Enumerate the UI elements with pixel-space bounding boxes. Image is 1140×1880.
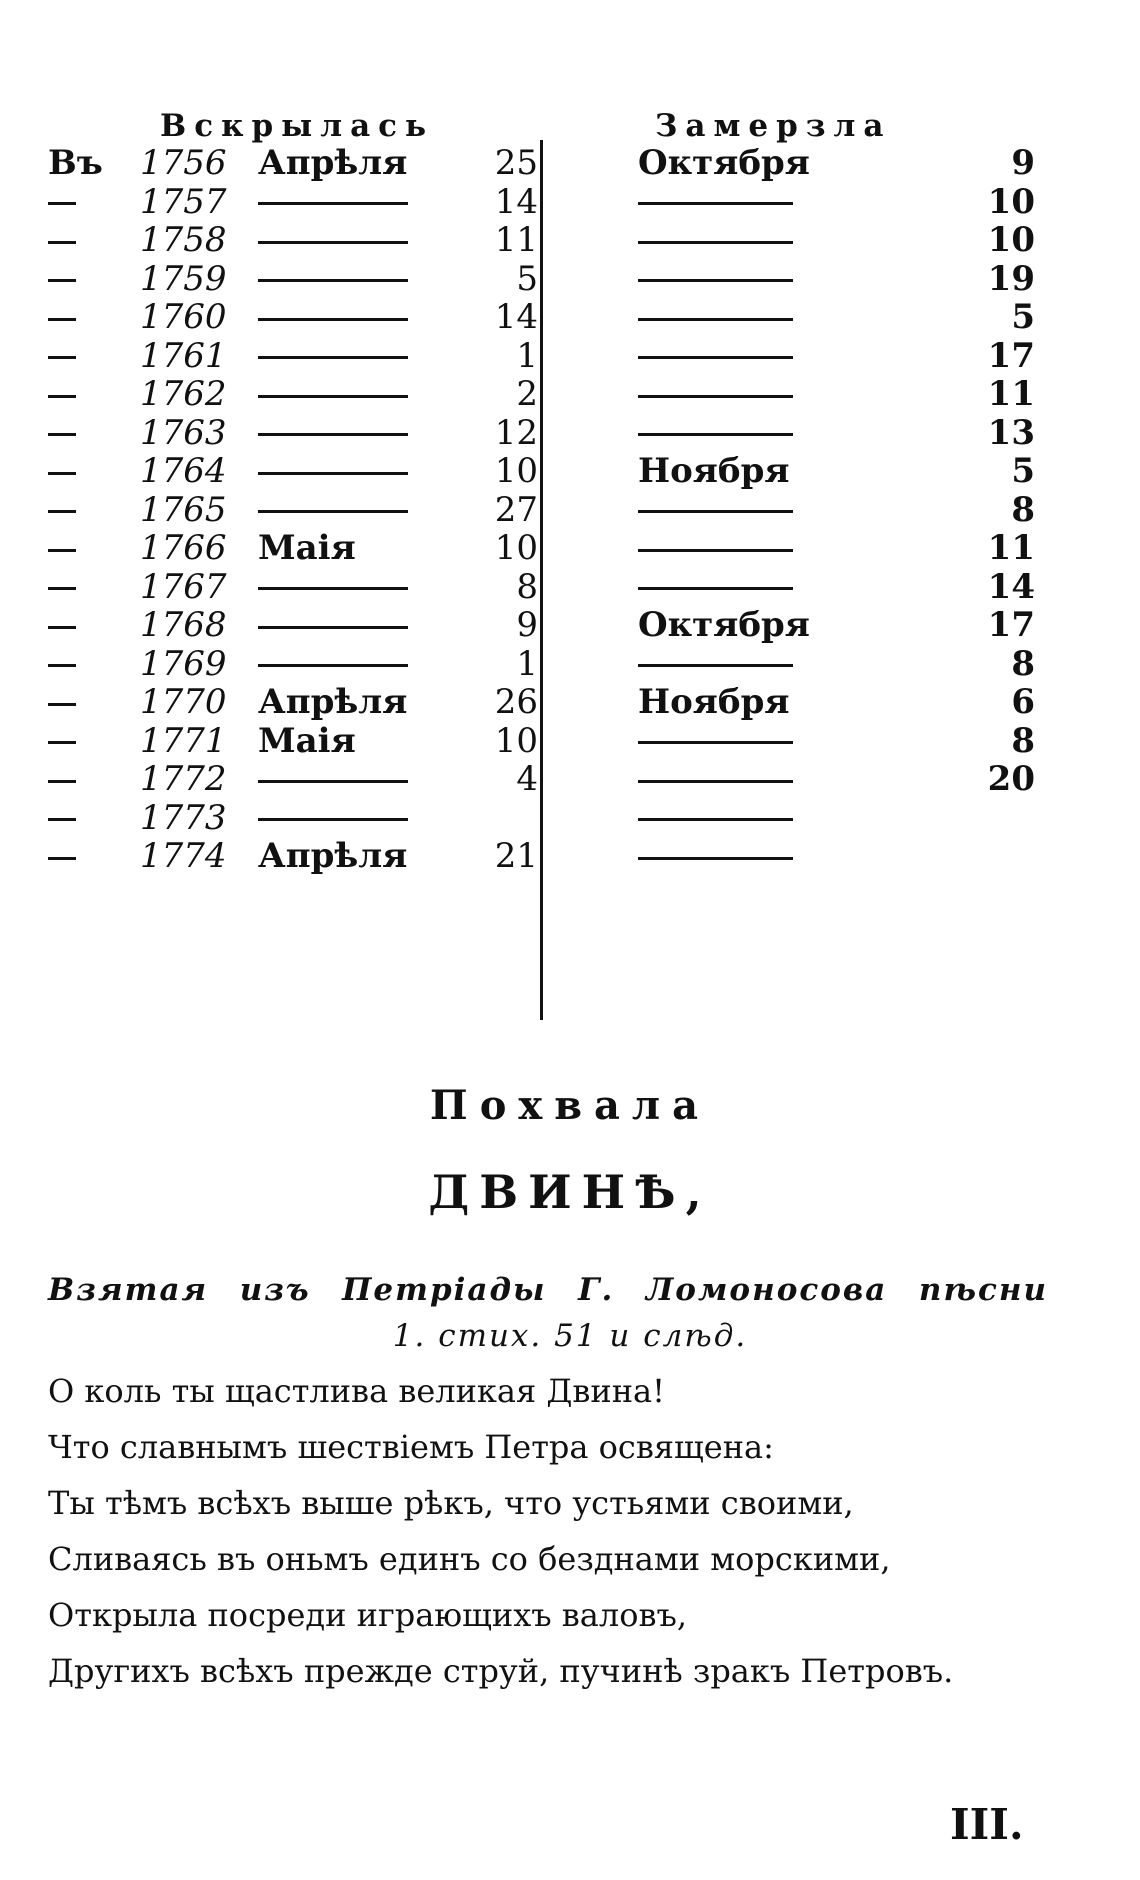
poem-line: Сливаясь въ оньмъ единъ со безднами морскими, <box>48 1540 891 1578</box>
header-opened: Вскрылась <box>160 108 435 144</box>
row-year: 1757 <box>140 181 227 222</box>
row-open-day: 1 <box>516 335 538 376</box>
ditto-dash <box>48 472 76 475</box>
ditto-dash <box>48 587 76 590</box>
row-open-day: 26 <box>494 682 538 722</box>
ditto-dash <box>258 472 408 475</box>
ditto-dash <box>258 395 408 398</box>
row-open-day: 4 <box>516 759 538 799</box>
row-year: 1760 <box>140 297 227 337</box>
ditto-dash <box>258 626 408 629</box>
row-open-day: 9 <box>516 605 538 645</box>
ditto-dash <box>638 818 793 821</box>
ditto-dash <box>48 356 76 359</box>
ditto-dash <box>258 818 408 821</box>
row-year: 1770 <box>140 682 227 722</box>
row-open-month: Апрѣля <box>258 836 408 876</box>
ditto-dash <box>638 279 793 282</box>
row-year: 1772 <box>140 759 227 799</box>
row-freeze-day: 11 <box>987 374 1035 414</box>
poem-line: Ты тѣмъ всѣхъ выше рѣкъ, что устьями своими, <box>48 1484 854 1522</box>
ditto-dash <box>258 780 408 783</box>
ditto-dash <box>48 395 76 398</box>
row-freeze-day: 5 <box>1011 451 1035 491</box>
row-open-day: 1 <box>516 643 538 684</box>
ditto-dash <box>258 356 408 359</box>
ditto-dash <box>258 279 408 282</box>
row-prefix: Въ <box>48 143 103 183</box>
row-year: 1771 <box>140 720 227 761</box>
poem-line: Что славнымъ шествіемъ Петра освящена: <box>48 1428 774 1466</box>
row-year: 1763 <box>140 412 227 453</box>
row-freeze-day: 10 <box>987 220 1035 260</box>
row-freeze-day: 17 <box>987 335 1035 376</box>
table-row <box>0 833 1140 879</box>
row-open-day: 11 <box>494 220 538 260</box>
row-open-day: 10 <box>494 720 538 761</box>
ditto-dash <box>48 202 76 205</box>
row-year: 1773 <box>140 797 227 838</box>
ditto-dash <box>258 664 408 667</box>
row-freeze-day: 20 <box>987 759 1035 799</box>
ditto-dash <box>48 741 76 744</box>
row-freeze-day: 14 <box>987 566 1035 607</box>
ditto-dash <box>638 857 793 860</box>
row-year: 1761 <box>140 335 227 376</box>
ditto-dash <box>48 279 76 282</box>
row-open-day: 10 <box>494 528 538 568</box>
row-freeze-day: 9 <box>1011 143 1035 183</box>
row-year: 1768 <box>140 605 227 645</box>
ditto-dash <box>258 510 408 513</box>
row-year: 1774 <box>140 836 227 876</box>
row-open-month: Апрѣля <box>258 682 408 722</box>
ditto-dash <box>48 510 76 513</box>
poem-source-line2: 1. стих. 51 и слѣд. <box>392 1318 748 1354</box>
ditto-dash <box>48 703 76 706</box>
ditto-dash <box>258 241 408 244</box>
ditto-dash <box>638 318 793 321</box>
ditto-dash <box>638 510 793 513</box>
row-freeze-month: Ноября <box>638 451 790 491</box>
row-freeze-day: 5 <box>1011 297 1035 337</box>
row-year: 1762 <box>140 374 227 414</box>
poem-title-praise: Похвала <box>429 1082 711 1129</box>
row-open-day: 12 <box>494 412 538 453</box>
ditto-dash <box>638 741 793 744</box>
ditto-dash <box>638 780 793 783</box>
poem-line: Открыла посреди играющихъ валовъ, <box>48 1596 688 1634</box>
row-open-day: 5 <box>516 258 538 299</box>
row-year: 1758 <box>140 220 227 260</box>
row-freeze-day: 8 <box>1011 489 1035 530</box>
ditto-dash <box>638 587 793 590</box>
page-number: III. <box>950 1800 1024 1849</box>
ditto-dash <box>638 356 793 359</box>
row-freeze-day: 10 <box>987 181 1035 222</box>
ditto-dash <box>48 433 76 436</box>
row-open-day: 21 <box>494 836 538 876</box>
row-year: 1769 <box>140 643 227 684</box>
row-freeze-month <box>638 833 858 879</box>
row-open-day: 8 <box>516 566 538 607</box>
row-freeze-day: 8 <box>1011 643 1035 684</box>
ditto-dash <box>638 395 793 398</box>
ditto-dash <box>48 857 76 860</box>
row-year: 1756 <box>140 143 227 183</box>
row-open-day: 25 <box>494 143 538 183</box>
row-open-month: Маія <box>258 528 356 568</box>
ditto-dash <box>48 780 76 783</box>
ditto-dash <box>638 433 793 436</box>
row-freeze-day: 13 <box>987 412 1035 453</box>
ditto-dash <box>48 241 76 244</box>
poem-source-line1: Взятая изъ Петріады Г. Ломоносова пѣсни <box>48 1272 1048 1308</box>
row-open-day: 27 <box>494 489 538 530</box>
ditto-dash <box>48 664 76 667</box>
ditto-dash <box>638 202 793 205</box>
ditto-dash <box>638 241 793 244</box>
poem-line: О коль ты щастлива великая Двина! <box>48 1372 665 1410</box>
row-freeze-day: 8 <box>1011 720 1035 761</box>
ditto-dash <box>638 549 793 552</box>
row-freeze-day: 6 <box>1011 682 1035 722</box>
ditto-dash <box>48 818 76 821</box>
row-freeze-month: Октября <box>638 605 810 645</box>
ditto-dash <box>258 587 408 590</box>
row-year: 1764 <box>140 451 227 491</box>
row-freeze-month: Октября <box>638 143 810 183</box>
poem-line: Другихъ всѣхъ прежде струй, пучинѣ зракъ Петровъ. <box>48 1652 954 1690</box>
row-year: 1766 <box>140 528 227 568</box>
row-freeze-day: 11 <box>987 528 1035 568</box>
poem-title-dvina: ДВИНѢ, <box>428 1165 712 1219</box>
row-open-day: 10 <box>494 451 538 491</box>
row-open-day: 2 <box>516 374 538 414</box>
row-year: 1765 <box>140 489 227 530</box>
row-freeze-day: 19 <box>987 258 1035 299</box>
header-froze: Замерзла <box>655 108 892 144</box>
ditto-dash <box>258 318 408 321</box>
row-year: 1767 <box>140 566 227 607</box>
row-open-month: Маія <box>258 720 356 761</box>
ditto-dash <box>258 202 408 205</box>
ditto-dash <box>48 549 76 552</box>
row-freeze-month: Ноября <box>638 682 790 722</box>
ditto-dash <box>258 433 408 436</box>
row-year: 1759 <box>140 258 227 299</box>
row-freeze-day: 17 <box>987 605 1035 645</box>
ditto-dash <box>48 318 76 321</box>
row-prefix <box>48 833 118 879</box>
row-open-month: Апрѣля <box>258 143 408 183</box>
row-open-day: 14 <box>494 181 538 222</box>
ditto-dash <box>48 626 76 629</box>
row-open-day: 14 <box>494 297 538 337</box>
ditto-dash <box>638 664 793 667</box>
